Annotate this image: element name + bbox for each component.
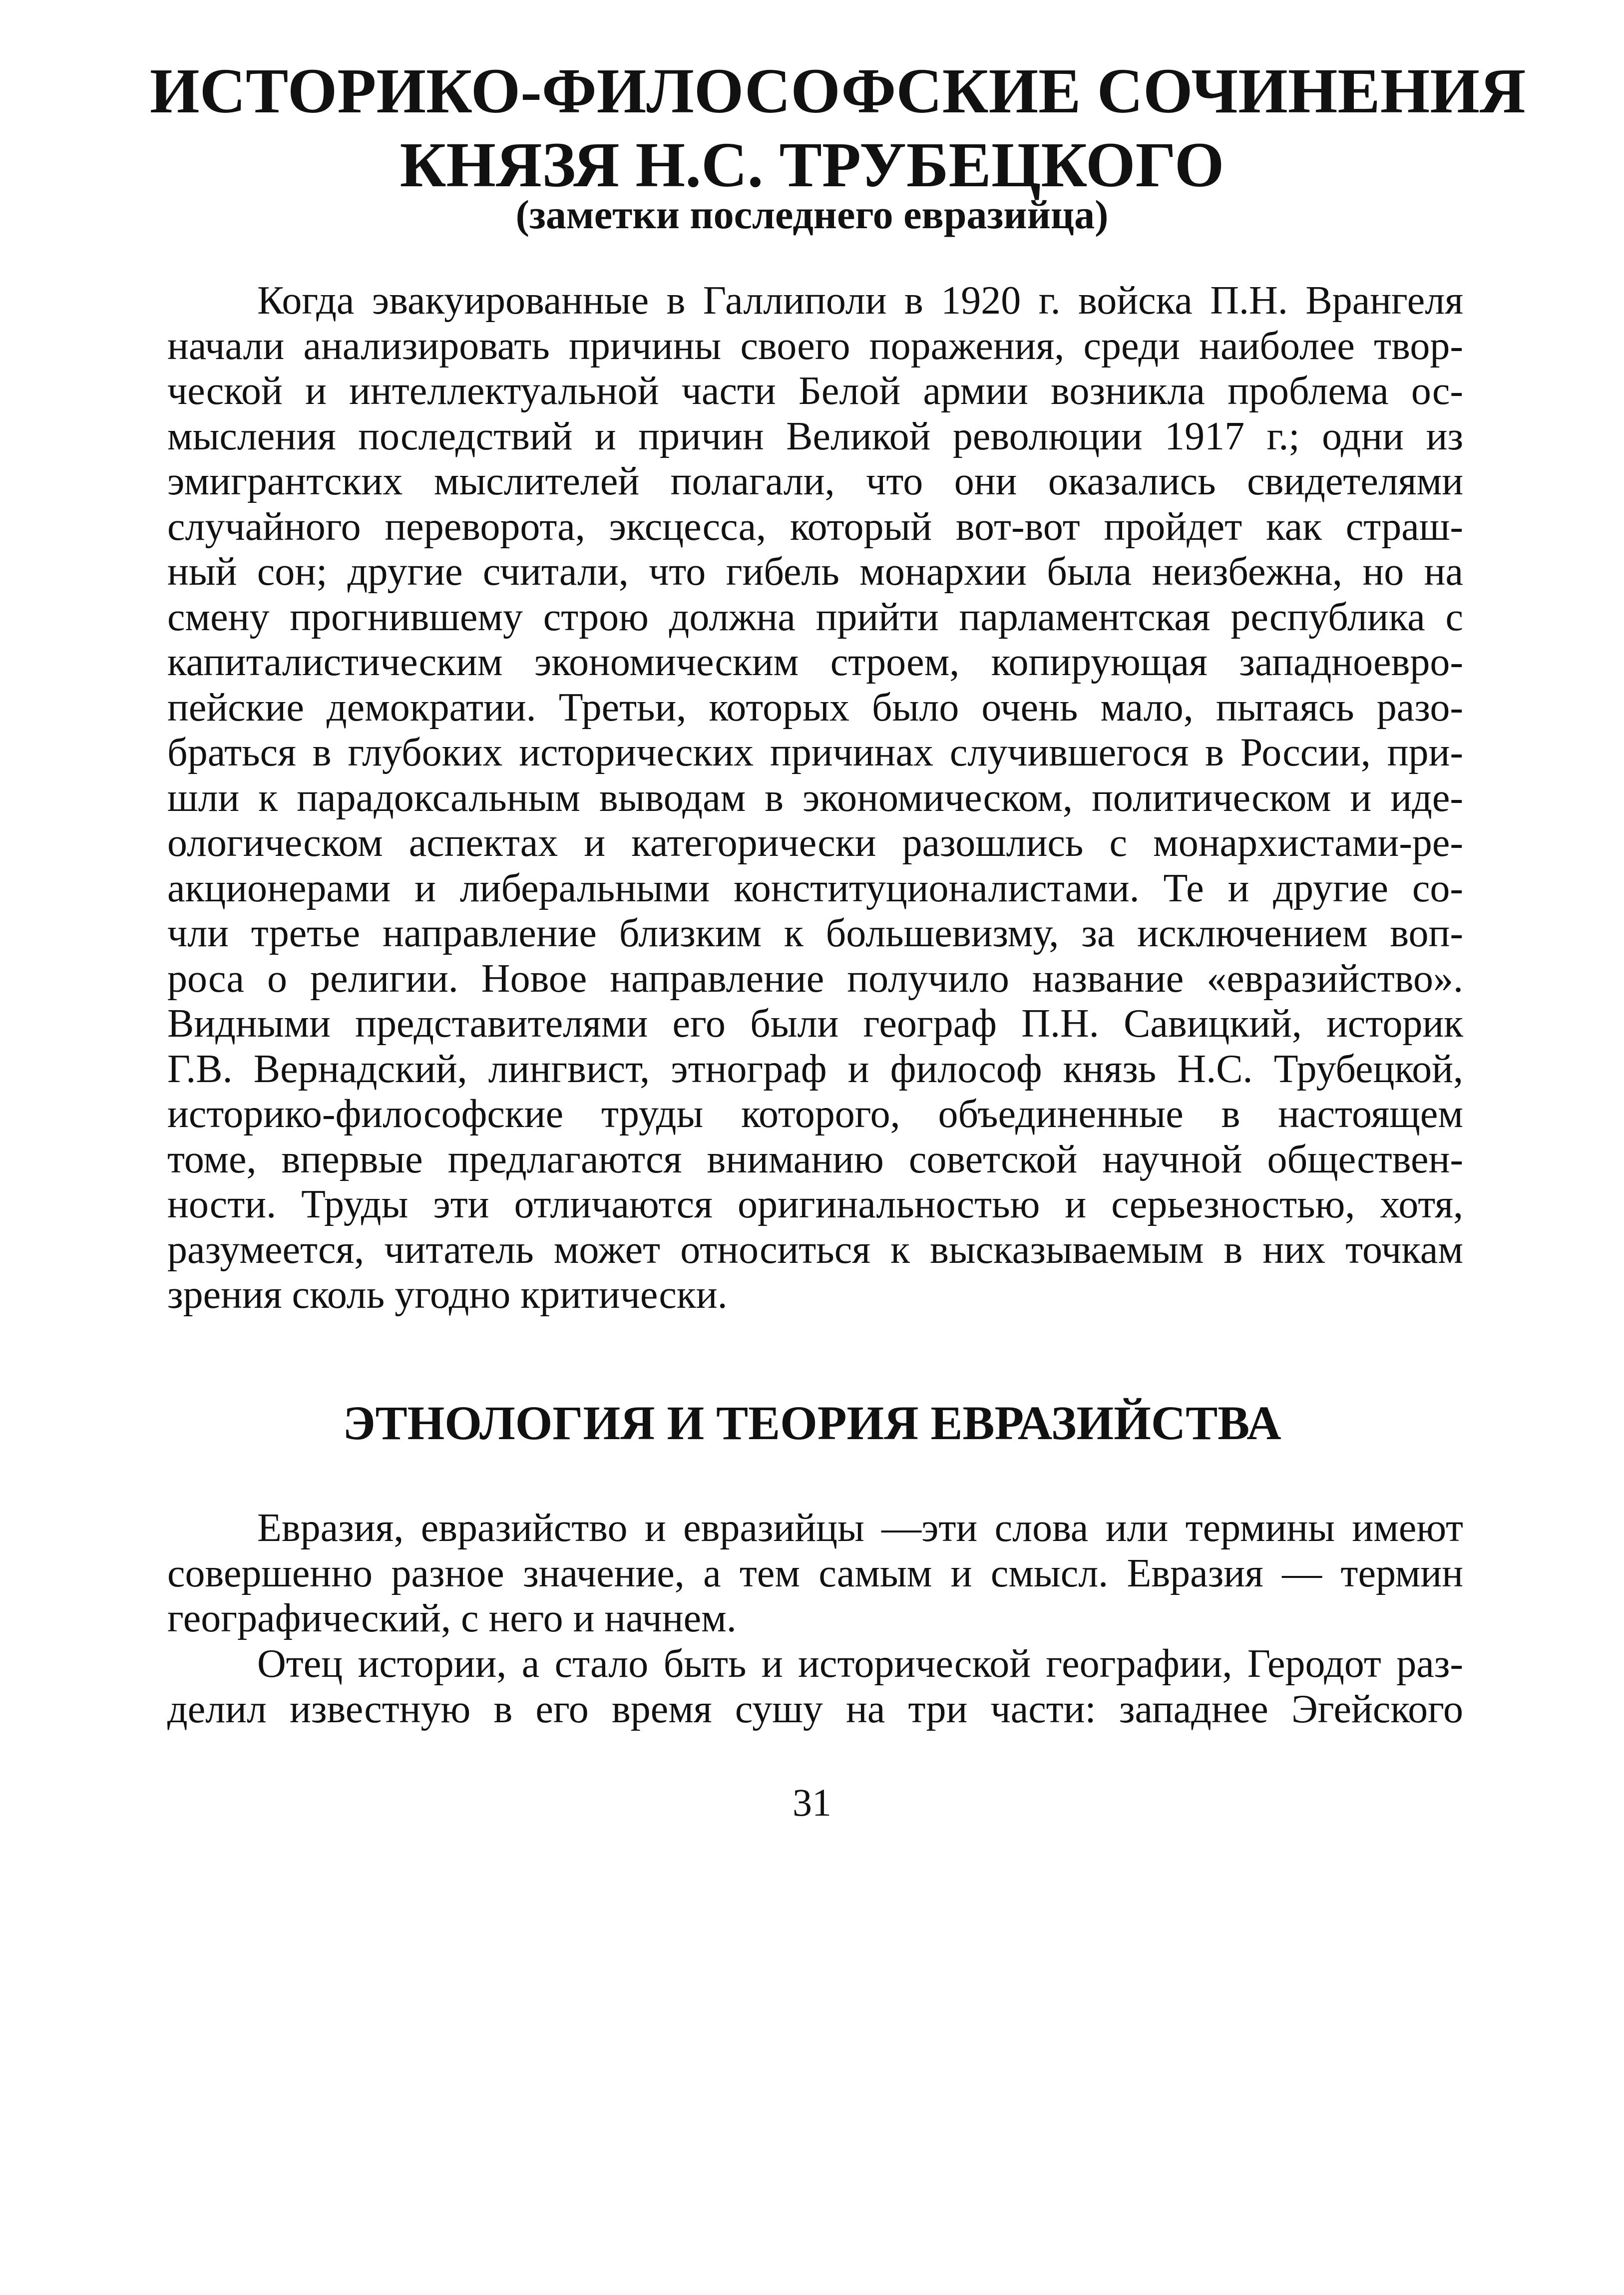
text-line: браться в глубоких исторических причинах случившегося в России, при- — [167, 731, 1463, 774]
text-line: капиталистическим экономическим строем, копирующая западноевро- — [167, 640, 1463, 684]
text-line: случайного переворота, эксцесса, который вот-вот пройдет как страш- — [167, 504, 1463, 549]
article-subtitle: (заметки последнего евразийца) — [515, 192, 1109, 237]
section-paragraph-1 — [167, 1506, 1463, 1641]
section-paragraph-2 — [167, 1641, 1463, 1732]
text-line: ологическом аспектах и категорически разошлись с монархистами-ре- — [167, 821, 1463, 865]
text-line: томе, впервые предлагаются вниманию советской научной обществен- — [167, 1137, 1463, 1181]
intro-paragraph — [167, 278, 1463, 1318]
text-line: Отец истории, а стало быть и исторической географии, Геродот раз- — [257, 1642, 1463, 1686]
text-line: делил известную в его время сушу на три части: западнее Эгейского — [167, 1687, 1463, 1731]
text-line: шли к парадоксальным выводам в экономическом, политическом и иде- — [167, 775, 1463, 820]
page-number: 31 — [793, 1781, 831, 1824]
text-line: начали анализировать причины своего поражения, среди наиболее твор- — [167, 324, 1463, 368]
text-line: историко-философские труды которого, объединенные в настоящем — [167, 1092, 1463, 1136]
text-line: пейские демократии. Третьи, которых было очень мало, пытаясь разо- — [167, 685, 1463, 730]
text-line: ности. Труды эти отличаются оригинальностью и серьезностью, хотя, — [167, 1182, 1463, 1226]
text-line: мысления последствий и причин Великой революции 1917 г.; одни из — [167, 414, 1463, 458]
text-line: Видными представителями его были географ П.Н. Савицкий, историк — [167, 1002, 1463, 1046]
text-line: совершенно разное значение, а тем самым и смысл. Евразия — термин — [167, 1551, 1463, 1595]
text-line: географический, с него и начнем. — [167, 1596, 737, 1640]
text-line: Евразия, евразийство и евразийцы —эти слова или термины имеют — [257, 1506, 1463, 1550]
article-title — [150, 54, 1526, 202]
section-heading: ЭТНОЛОГИЯ И ТЕОРИЯ ЕВРАЗИЙСТВА — [343, 1396, 1281, 1450]
text-line: смену прогнившему строю должна прийти парламентская республика с — [167, 595, 1463, 639]
text-line: чли третье направление близким к большевизму, за исключением воп- — [167, 911, 1463, 955]
text-line: Когда эвакуированные в Галлиполи в 1920 г. войска П.Н. Врангеля — [257, 279, 1463, 323]
text-line: эмигрантских мыслителей полагали, что они оказались свидетелями — [167, 459, 1463, 503]
text-line: ческой и интеллектуальной части Белой армии возникла проблема ос- — [167, 369, 1463, 413]
article-title-line-2: КНЯЗЯ Н.С. ТРУБЕЦКОГО — [400, 129, 1224, 200]
article-title-line-1: ИСТОРИКО-ФИЛОСОФСКИЕ СОЧИНЕНИЯ — [150, 55, 1526, 126]
text-line: разумеется, читатель может относиться к высказываемым в них точкам — [167, 1227, 1463, 1272]
text-line: Г.В. Вернадский, лингвист, этнограф и философ князь Н.С. Трубецкой, — [167, 1047, 1463, 1091]
text-line: ный сон; другие считали, что гибель монархии была неизбежна, но на — [167, 550, 1463, 594]
text-line: роса о религии. Новое направление получило название «евразийство». — [167, 956, 1463, 1001]
text-line: акционерами и либеральными конституционалистами. Те и другие со- — [167, 866, 1463, 910]
text-line: зрения сколь угодно критически. — [167, 1273, 728, 1317]
